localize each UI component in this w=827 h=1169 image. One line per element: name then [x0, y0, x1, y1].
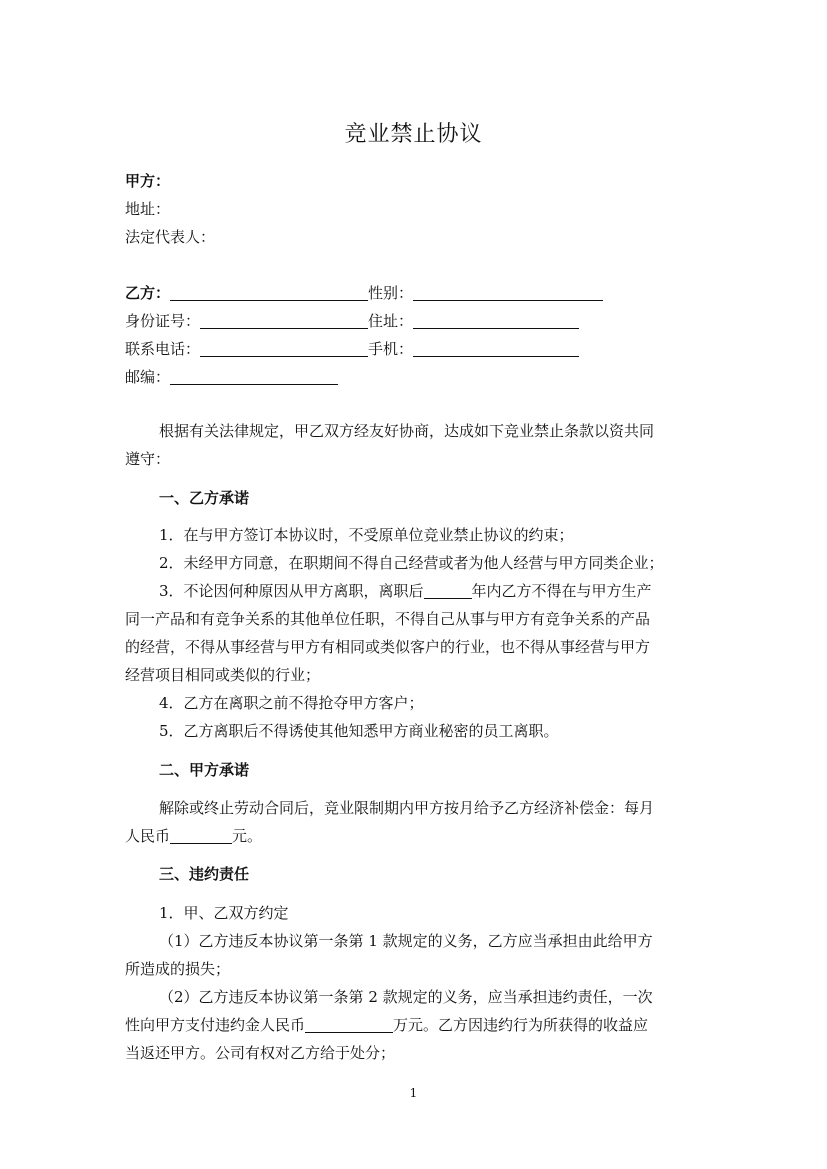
item-3-part-a: 3．不论因何种原因从甲方离职，离职后 — [159, 582, 424, 600]
section-1-item-3-line-4: 经营项目相同或类似的行业； — [125, 666, 321, 684]
section-3-item-1: 1．甲、乙双方约定 — [159, 904, 289, 922]
penalty-part-b: 万元。乙方因违约行为所获得的收益应 — [393, 1016, 649, 1034]
section-1-item-3-line-2: 同一产品和有竞争关系的其他单位任职，不得自己从事与甲方有竞争关系的产品 — [125, 610, 651, 628]
section-1-item-1: 1．在与甲方签订本协议时，不受原单位竞业禁止协议的约束； — [159, 526, 574, 544]
section-2-line-1: 解除或终止劳动合同后，竞业限制期内甲方按月给予乙方经济补偿金：每月 — [159, 799, 655, 817]
gender-blank[interactable] — [413, 284, 603, 301]
section-1-item-5: 5．乙方离职后不得诱使其他知悉甲方商业秘密的员工离职。 — [159, 722, 559, 740]
mobile-blank[interactable] — [413, 340, 579, 357]
section-2-line-2 — [125, 825, 262, 846]
postcode-blank[interactable] — [170, 368, 338, 385]
penalty-amount-blank[interactable] — [305, 1016, 393, 1033]
intro-line-2: 遵守： — [125, 450, 171, 468]
party-b-row-3 — [125, 338, 579, 359]
page-number: 1 — [409, 1086, 418, 1100]
section-1-item-3-line-3: 的经营，不得从事经营与甲方有相同或类似客户的行业，也不得从事经营与甲方 — [125, 638, 651, 656]
phone-label: 联系电话： — [125, 340, 201, 358]
section-3-sub-2-line-1: （2）乙方违反本协议第一条第 2 款规定的义务，应当承担违约责任，一次 — [159, 988, 653, 1006]
party-b-label: 乙方： — [125, 284, 171, 302]
item-3-part-b: 年内乙方不得在与甲方生产 — [471, 582, 652, 600]
yuan-label: 元。 — [232, 827, 263, 845]
party-b-name-blank[interactable] — [170, 284, 368, 301]
section-1-item-2: 2．未经甲方同意，在职期间不得自己经营或者为他人经营与甲方同类企业； — [159, 554, 664, 572]
section-2-heading: 二、甲方承诺 — [159, 761, 250, 779]
intro-line-1: 根据有关法律规定，甲乙双方经友好协商，达成如下竞业禁止条款以资共同 — [159, 422, 655, 440]
years-blank[interactable] — [424, 582, 472, 599]
party-b-row-4 — [125, 366, 338, 387]
section-1-item-3 — [159, 580, 652, 601]
document-title: 竞业禁止协议 — [344, 122, 483, 147]
party-a-legal-rep-label: 法定代表人： — [125, 228, 216, 246]
id-number-label: 身份证号： — [125, 312, 201, 330]
section-3-sub-2-line-2 — [125, 1014, 648, 1035]
section-3-sub-2-line-3: 当返还甲方。公司有权对乙方给于处分； — [125, 1044, 396, 1062]
penalty-part-a: 性向甲方支付违约金人民币 — [125, 1016, 306, 1034]
phone-blank[interactable] — [200, 340, 368, 357]
compensation-amount-blank[interactable] — [170, 827, 232, 844]
section-1-heading: 一、乙方承诺 — [159, 489, 250, 507]
party-a-label: 甲方： — [125, 172, 171, 190]
mobile-label: 手机： — [368, 340, 414, 358]
rmb-label: 人民币 — [125, 827, 171, 845]
section-3-sub-1-line-2: 所造成的损失； — [125, 960, 231, 978]
gender-label: 性别： — [368, 284, 414, 302]
section-3-sub-1-line-1: （1）乙方违反本协议第一条第 1 款规定的义务，乙方应当承担由此给甲方 — [159, 932, 653, 950]
residence-blank[interactable] — [413, 312, 579, 329]
party-b-row-1 — [125, 282, 603, 303]
residence-label: 住址： — [368, 312, 414, 330]
section-3-heading: 三、违约责任 — [159, 865, 250, 883]
id-number-blank[interactable] — [200, 312, 368, 329]
section-1-item-4: 4．乙方在离职之前不得抢夺甲方客户； — [159, 694, 424, 712]
party-b-row-2 — [125, 310, 579, 331]
party-a-address-label: 地址： — [125, 200, 171, 218]
postcode-label: 邮编： — [125, 368, 171, 386]
